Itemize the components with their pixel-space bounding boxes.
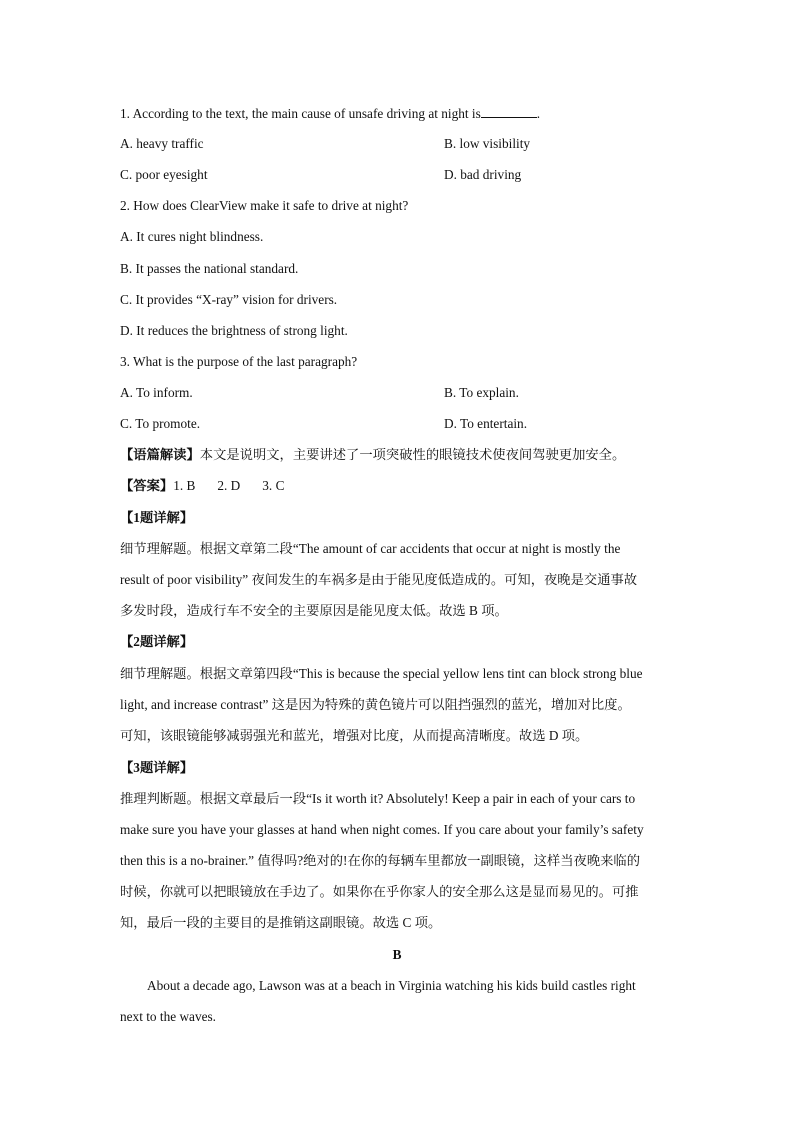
detail-2-line: light, and increase contrast” 这是因为特殊的黄色镜片可以阻挡强烈的蓝光，增加对比度。 — [120, 697, 631, 712]
question-1-stem — [120, 104, 540, 123]
q1-option-a: A. heavy traffic — [120, 136, 204, 151]
answer-key — [120, 477, 284, 495]
detail-3-line: 知，最后一段的主要目的是推销这副眼镜。故选 C 项。 — [120, 915, 442, 930]
passage-summary-text: 本文是说明文，主要讲述了一项突破性的眼镜技术使夜间驾驶更加安全。 — [199, 447, 626, 462]
q3-option-c: C. To promote. — [120, 416, 201, 431]
q1-option-b: B. low visibility — [444, 136, 531, 151]
q2-option-b: B. It passes the national standard. — [120, 261, 299, 276]
section-b-heading: B — [392, 947, 402, 962]
passage-summary-label: 【语篇解读】 — [120, 447, 200, 462]
question-1-period: . — [536, 106, 541, 121]
detail-3-line: make sure you have your glasses at hand when night comes. If you care about your family’s safety — [120, 822, 644, 837]
q2-option-a: A. It cures night blindness. — [120, 229, 264, 244]
detail-3-line: 时候，你就可以把眼镜放在手边了。如果你在乎你家人的安全那么这是显而易见的。可推 — [120, 884, 639, 899]
detail-1-line: 多发时段，造成行车不安全的主要原因是能见度太低。故选 B 项。 — [120, 603, 508, 618]
q2-option-c: C. It provides “X-ray” vision for drivers. — [120, 292, 338, 307]
q1-option-d: D. bad driving — [444, 167, 522, 182]
q3-option-b: B. To explain. — [444, 385, 519, 400]
question-1-text: 1. According to the text, the main cause of unsafe driving at night is — [120, 106, 481, 121]
q2-option-d: D. It reduces the brightness of strong light. — [120, 323, 348, 338]
q1-option-c: C. poor eyesight — [120, 167, 208, 182]
section-b-paragraph-line: next to the waves. — [120, 1009, 217, 1024]
detail-3-heading: 【3题详解】 — [120, 760, 194, 775]
detail-2-line: 细节理解题。根据文章第四段“This is because the special yellow lens tint can block strong blue — [120, 666, 643, 681]
detail-1-line: result of poor visibility” 夜间发生的车祸多是由于能见度低造成的。可知，夜晚是交通事故 — [120, 572, 638, 587]
detail-1-heading: 【1题详解】 — [120, 510, 194, 525]
detail-3-line: then this is a no-brainer.” 值得吗?绝对的!在你的每辆车里都放一副眼镜，这样当夜晚来临的 — [120, 853, 641, 868]
answer-1: 1. B — [173, 478, 196, 493]
detail-3-line: 推理判断题。根据文章最后一段“Is it worth it? Absolutely! Keep a pair in each of your cars to — [120, 791, 636, 806]
answer-key-label: 【答案】 — [120, 478, 174, 493]
answer-blank — [481, 104, 537, 118]
question-3-stem: 3. What is the purpose of the last paragraph? — [120, 354, 358, 369]
detail-2-line: 可知，该眼镜能够减弱强光和蓝光，增强对比度，从而提高清晰度。故选 D 项。 — [120, 728, 589, 743]
question-2-stem: 2. How does ClearView make it safe to drive at night? — [120, 198, 409, 213]
passage-summary — [120, 446, 625, 464]
q3-option-d: D. To entertain. — [444, 416, 528, 431]
detail-2-heading: 【2题详解】 — [120, 634, 194, 649]
detail-1-line: 细节理解题。根据文章第二段“The amount of car accidents that occur at night is mostly the — [120, 541, 621, 556]
q3-option-a: A. To inform. — [120, 385, 193, 400]
section-b-paragraph-line: About a decade ago, Lawson was at a beach in Virginia watching his kids build castles right — [147, 978, 636, 993]
answer-2: 2. D — [217, 478, 241, 493]
answer-3: 3. C — [262, 478, 285, 493]
